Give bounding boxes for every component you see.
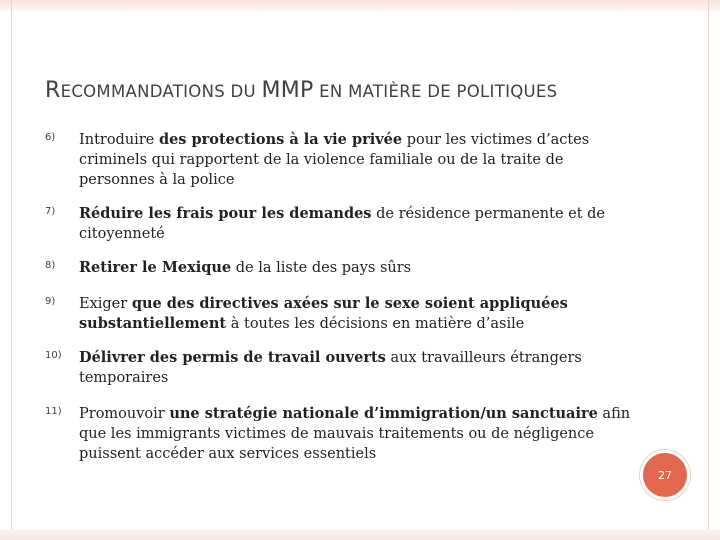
item-text-bold: que des directives axées sur le sexe soient appliquées substantiellement [79,295,568,332]
item-text-segment: de résidence permanente et de citoyenneté [79,206,606,242]
item-text [79,130,639,190]
item-number: 8) [45,260,56,271]
item-text-bold: des protections à la vie privée [158,131,403,148]
item-text [79,294,639,334]
item-text-bold: Délivrer des permis de travail ouverts [79,349,386,366]
item-text-segment: aux travailleurs étrangers temporaires [79,350,582,386]
item-text-bold: Réduire les frais pour les demandes [79,205,372,222]
item-number: 7) [45,206,56,217]
item-text [79,348,639,388]
slide-title [45,76,685,107]
title-part: MMP [261,78,314,103]
item-number: 10) [45,350,62,361]
item-number: 9) [45,296,56,307]
title-part: ECOMMANDATIONS DU [60,82,262,101]
item-text-segment: Promouvoir [79,406,170,422]
item-text-bold: Retirer le Mexique [79,259,232,276]
item-text [79,258,639,278]
item-text-segment: Exiger [79,296,132,312]
item-text-bold: une stratégie nationale d’immigration/un sanctuaire [169,405,598,422]
item-text-segment: de la liste des pays sûrs [231,260,412,276]
item-number: 6) [45,132,56,143]
slide-frame-left [11,0,12,540]
item-text-segment: afin que les immigrants victimes de mauvais traitements ou de négligence puissent accéder aux services essentiels [79,406,631,462]
page-number: 27 [658,468,672,482]
slide-frame-right [708,0,709,540]
page-number-badge [640,450,690,500]
slide-frame-bottom [0,529,720,540]
title-part: EN MATIÈRE DE POLITIQUES [313,82,558,101]
item-number: 11) [45,406,62,417]
item-text [79,404,639,464]
item-text-segment: pour les victimes d’actes criminels qui rapportent de la violence familiale ou de la traite de personnes à la police [79,132,590,188]
title-part: R [45,78,61,103]
item-text-segment: Introduire [79,132,159,148]
item-text-segment: à toutes les décisions en matière d’asile [226,316,525,332]
slide-frame-top [0,0,720,11]
item-text [79,204,639,244]
